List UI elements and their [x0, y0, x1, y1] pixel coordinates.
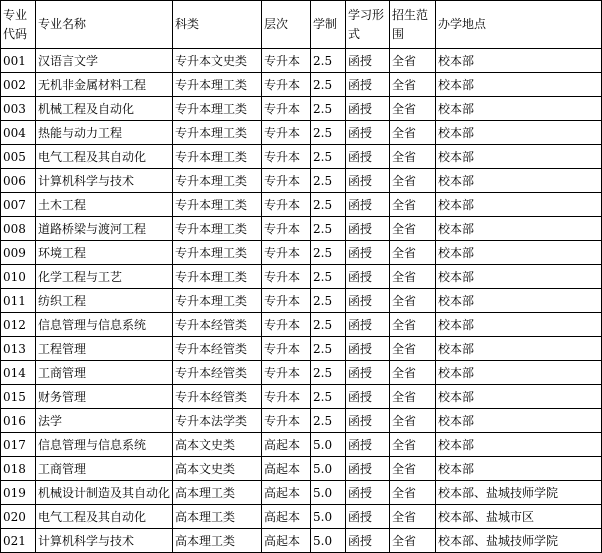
cell-years: 2.5: [311, 49, 346, 73]
header-level: 层次: [262, 1, 311, 49]
cell-level: 高起本: [262, 481, 311, 505]
cell-scope: 全省: [390, 289, 436, 313]
cell-code: 021: [1, 529, 36, 553]
cell-location: 校本部: [436, 289, 602, 313]
cell-scope: 全省: [390, 217, 436, 241]
cell-code: 013: [1, 337, 36, 361]
cell-code: 002: [1, 73, 36, 97]
cell-years: 2.5: [311, 145, 346, 169]
table-row: [1, 49, 602, 73]
cell-years: 5.0: [311, 505, 346, 529]
table-row: [1, 505, 602, 529]
cell-level: 高起本: [262, 457, 311, 481]
cell-scope: 全省: [390, 385, 436, 409]
cell-scope: 全省: [390, 49, 436, 73]
cell-name: 工程管理: [36, 337, 173, 361]
cell-location: 校本部: [436, 457, 602, 481]
cell-code: 016: [1, 409, 36, 433]
cell-mode: 函授: [346, 457, 390, 481]
cell-code: 012: [1, 313, 36, 337]
cell-category: 高本理工类: [173, 529, 262, 553]
cell-name: 机械工程及自动化: [36, 97, 173, 121]
table-row: [1, 457, 602, 481]
cell-name: 电气工程及其自动化: [36, 145, 173, 169]
cell-level: 专升本: [262, 217, 311, 241]
cell-location: 校本部: [436, 217, 602, 241]
cell-years: 2.5: [311, 409, 346, 433]
cell-code: 009: [1, 241, 36, 265]
cell-name: 计算机科学与技术: [36, 529, 173, 553]
cell-years: 5.0: [311, 529, 346, 553]
cell-name: 土木工程: [36, 193, 173, 217]
cell-level: 专升本: [262, 193, 311, 217]
cell-name: 环境工程: [36, 241, 173, 265]
cell-level: 高起本: [262, 505, 311, 529]
table-row: [1, 361, 602, 385]
cell-mode: 函授: [346, 265, 390, 289]
cell-code: 015: [1, 385, 36, 409]
cell-code: 004: [1, 121, 36, 145]
header-mode: 学习形式: [346, 1, 390, 49]
table-row: [1, 217, 602, 241]
cell-level: 专升本: [262, 145, 311, 169]
header-code: 专业代码: [1, 1, 36, 49]
table-row: [1, 145, 602, 169]
cell-scope: 全省: [390, 481, 436, 505]
cell-code: 014: [1, 361, 36, 385]
cell-level: 专升本: [262, 241, 311, 265]
cell-category: 专升本经管类: [173, 361, 262, 385]
cell-mode: 函授: [346, 73, 390, 97]
cell-scope: 全省: [390, 121, 436, 145]
cell-location: 校本部: [436, 121, 602, 145]
cell-scope: 全省: [390, 409, 436, 433]
cell-location: 校本部: [436, 73, 602, 97]
cell-scope: 全省: [390, 169, 436, 193]
cell-mode: 函授: [346, 313, 390, 337]
table-row: [1, 265, 602, 289]
cell-category: 专升本理工类: [173, 169, 262, 193]
cell-level: 高起本: [262, 433, 311, 457]
cell-scope: 全省: [390, 457, 436, 481]
table-row: [1, 409, 602, 433]
cell-mode: 函授: [346, 97, 390, 121]
cell-mode: 函授: [346, 169, 390, 193]
cell-code: 005: [1, 145, 36, 169]
table-body: [1, 49, 602, 553]
cell-location: 校本部、盐城技师学院: [436, 529, 602, 553]
cell-level: 专升本: [262, 409, 311, 433]
cell-location: 校本部: [436, 97, 602, 121]
table-row: [1, 433, 602, 457]
cell-mode: 函授: [346, 217, 390, 241]
cell-mode: 函授: [346, 49, 390, 73]
cell-mode: 函授: [346, 241, 390, 265]
cell-level: 高起本: [262, 529, 311, 553]
table-row: [1, 193, 602, 217]
cell-scope: 全省: [390, 97, 436, 121]
cell-category: 专升本理工类: [173, 121, 262, 145]
cell-mode: 函授: [346, 505, 390, 529]
cell-level: 专升本: [262, 361, 311, 385]
cell-code: 020: [1, 505, 36, 529]
table-row: [1, 73, 602, 97]
table-row: [1, 481, 602, 505]
cell-level: 专升本: [262, 313, 311, 337]
table-row: [1, 313, 602, 337]
cell-location: 校本部: [436, 433, 602, 457]
cell-years: 2.5: [311, 217, 346, 241]
cell-location: 校本部: [436, 145, 602, 169]
table-row: [1, 241, 602, 265]
cell-mode: 函授: [346, 289, 390, 313]
cell-years: 2.5: [311, 169, 346, 193]
cell-scope: 全省: [390, 337, 436, 361]
cell-level: 专升本: [262, 97, 311, 121]
cell-category: 专升本理工类: [173, 73, 262, 97]
cell-name: 无机非金属材料工程: [36, 73, 173, 97]
cell-scope: 全省: [390, 529, 436, 553]
cell-mode: 函授: [346, 361, 390, 385]
cell-mode: 函授: [346, 193, 390, 217]
cell-category: 高本文史类: [173, 433, 262, 457]
cell-years: 2.5: [311, 385, 346, 409]
cell-name: 工商管理: [36, 457, 173, 481]
cell-mode: 函授: [346, 337, 390, 361]
cell-name: 信息管理与信息系统: [36, 313, 173, 337]
cell-mode: 函授: [346, 121, 390, 145]
cell-location: 校本部: [436, 361, 602, 385]
table-row: [1, 529, 602, 553]
cell-location: 校本部: [436, 169, 602, 193]
cell-location: 校本部、盐城市区: [436, 505, 602, 529]
cell-name: 热能与动力工程: [36, 121, 173, 145]
cell-location: 校本部: [436, 313, 602, 337]
cell-level: 专升本: [262, 289, 311, 313]
cell-level: 专升本: [262, 265, 311, 289]
cell-years: 2.5: [311, 97, 346, 121]
cell-name: 信息管理与信息系统: [36, 433, 173, 457]
table-row: [1, 337, 602, 361]
cell-level: 专升本: [262, 49, 311, 73]
cell-name: 纺织工程: [36, 289, 173, 313]
cell-scope: 全省: [390, 241, 436, 265]
cell-mode: 函授: [346, 529, 390, 553]
cell-level: 专升本: [262, 169, 311, 193]
cell-years: 2.5: [311, 121, 346, 145]
cell-category: 专升本理工类: [173, 241, 262, 265]
cell-name: 计算机科学与技术: [36, 169, 173, 193]
cell-code: 006: [1, 169, 36, 193]
cell-category: 专升本法学类: [173, 409, 262, 433]
cell-name: 汉语言文学: [36, 49, 173, 73]
cell-years: 2.5: [311, 73, 346, 97]
cell-location: 校本部: [436, 193, 602, 217]
cell-years: 2.5: [311, 193, 346, 217]
header-scope: 招生范围: [390, 1, 436, 49]
cell-code: 001: [1, 49, 36, 73]
cell-scope: 全省: [390, 505, 436, 529]
cell-category: 高本理工类: [173, 505, 262, 529]
cell-years: 5.0: [311, 481, 346, 505]
cell-years: 2.5: [311, 337, 346, 361]
cell-level: 专升本: [262, 73, 311, 97]
table-row: [1, 385, 602, 409]
cell-code: 003: [1, 97, 36, 121]
cell-code: 019: [1, 481, 36, 505]
cell-years: 2.5: [311, 313, 346, 337]
header-name: 专业名称: [36, 1, 173, 49]
cell-code: 007: [1, 193, 36, 217]
cell-location: 校本部: [436, 385, 602, 409]
cell-category: 专升本经管类: [173, 385, 262, 409]
cell-scope: 全省: [390, 73, 436, 97]
cell-location: 校本部: [436, 241, 602, 265]
cell-scope: 全省: [390, 361, 436, 385]
cell-years: 5.0: [311, 457, 346, 481]
cell-name: 机械设计制造及其自动化: [36, 481, 173, 505]
cell-mode: 函授: [346, 433, 390, 457]
cell-location: 校本部、盐城技师学院: [436, 481, 602, 505]
cell-mode: 函授: [346, 145, 390, 169]
cell-level: 专升本: [262, 337, 311, 361]
header-years: 学制: [311, 1, 346, 49]
cell-category: 专升本理工类: [173, 97, 262, 121]
cell-years: 2.5: [311, 289, 346, 313]
cell-category: 高本理工类: [173, 481, 262, 505]
cell-category: 专升本经管类: [173, 337, 262, 361]
cell-scope: 全省: [390, 313, 436, 337]
header-location: 办学地点: [436, 1, 602, 49]
table-row: [1, 97, 602, 121]
cell-category: 专升本理工类: [173, 265, 262, 289]
cell-location: 校本部: [436, 49, 602, 73]
cell-code: 010: [1, 265, 36, 289]
cell-code: 011: [1, 289, 36, 313]
cell-mode: 函授: [346, 385, 390, 409]
cell-name: 法学: [36, 409, 173, 433]
cell-location: 校本部: [436, 265, 602, 289]
table-row: [1, 169, 602, 193]
cell-location: 校本部: [436, 337, 602, 361]
cell-scope: 全省: [390, 265, 436, 289]
table-header: [1, 1, 602, 49]
cell-category: 专升本经管类: [173, 313, 262, 337]
cell-name: 财务管理: [36, 385, 173, 409]
cell-code: 018: [1, 457, 36, 481]
table-row: [1, 121, 602, 145]
cell-category: 专升本理工类: [173, 193, 262, 217]
cell-location: 校本部: [436, 409, 602, 433]
cell-years: 2.5: [311, 241, 346, 265]
cell-category: 专升本文史类: [173, 49, 262, 73]
cell-scope: 全省: [390, 193, 436, 217]
cell-category: 专升本理工类: [173, 289, 262, 313]
cell-scope: 全省: [390, 145, 436, 169]
cell-level: 专升本: [262, 385, 311, 409]
cell-code: 008: [1, 217, 36, 241]
cell-level: 专升本: [262, 121, 311, 145]
cell-code: 017: [1, 433, 36, 457]
cell-category: 专升本理工类: [173, 145, 262, 169]
cell-years: 2.5: [311, 265, 346, 289]
cell-years: 5.0: [311, 433, 346, 457]
header-row: [1, 1, 602, 49]
cell-mode: 函授: [346, 409, 390, 433]
cell-name: 工商管理: [36, 361, 173, 385]
cell-name: 化学工程与工艺: [36, 265, 173, 289]
cell-mode: 函授: [346, 481, 390, 505]
cell-category: 专升本理工类: [173, 217, 262, 241]
table-row: [1, 289, 602, 313]
cell-scope: 全省: [390, 433, 436, 457]
cell-name: 电气工程及其自动化: [36, 505, 173, 529]
cell-category: 高本文史类: [173, 457, 262, 481]
cell-name: 道路桥梁与渡河工程: [36, 217, 173, 241]
cell-years: 2.5: [311, 361, 346, 385]
header-category: 科类: [173, 1, 262, 49]
